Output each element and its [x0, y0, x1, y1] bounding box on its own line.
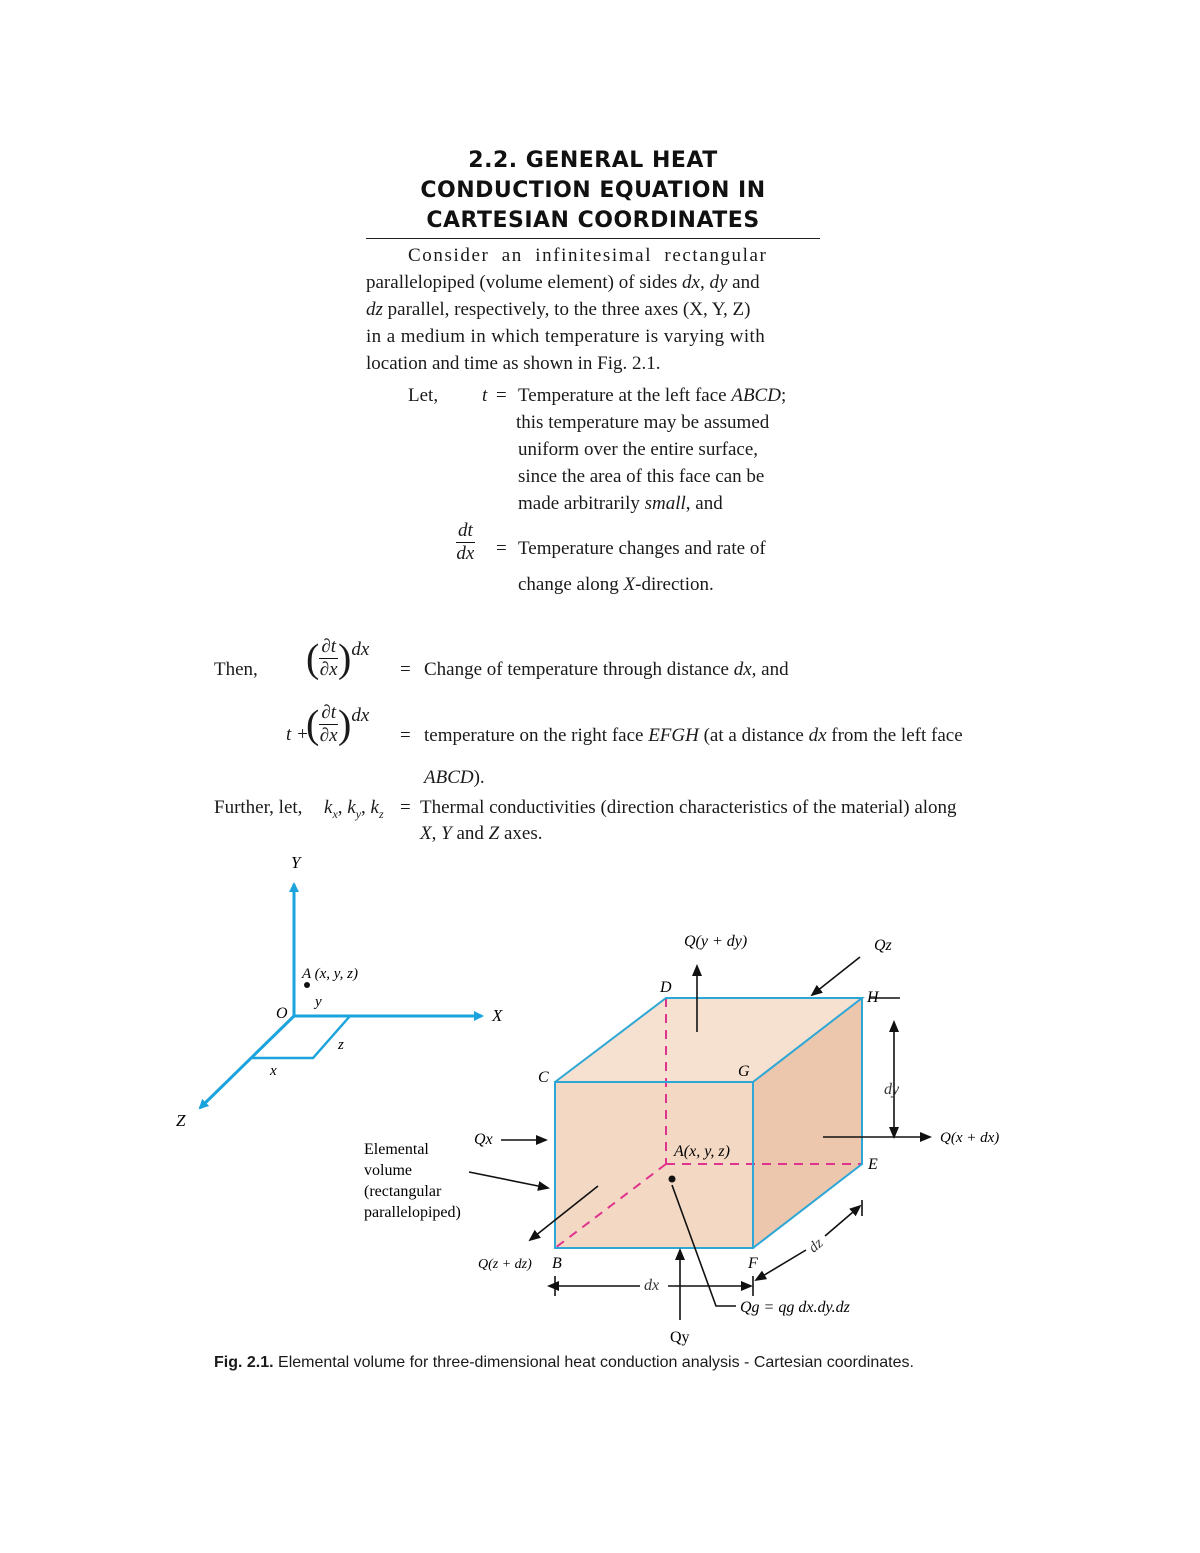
- t-definition-1: Temperature at the left face ABCD;: [518, 385, 787, 406]
- elemental-line-4: parallelopiped): [364, 1204, 461, 1221]
- elemental-line-1: Elemental: [364, 1141, 429, 1158]
- axis-y-label: Y: [291, 853, 301, 872]
- t-plus: t +: [286, 724, 309, 745]
- let-label: Let,: [408, 385, 439, 406]
- heading-line-1: 2.2. GENERAL HEAT: [468, 148, 718, 173]
- q-z-label: Qz: [874, 937, 892, 954]
- t-definition-5: made arbitrarily small, and: [518, 493, 723, 514]
- axis-z-label: Z: [176, 1111, 186, 1130]
- intro-line-5: location and time as shown in Fig. 2.1.: [366, 353, 661, 374]
- dtdx-fraction: $\frac{dt}{dx}$: [456, 520, 475, 564]
- heading-line-3: CARTESIAN COORDINATES: [426, 208, 760, 233]
- intro-line-3: dz parallel, respectively, to the three axes (X, Y, Z): [366, 299, 751, 320]
- center-point-marker: [669, 1176, 676, 1183]
- dtdx-definition-2: change along X-direction.: [518, 574, 714, 595]
- then-equals-1: =: [400, 659, 411, 680]
- q-x-label: Qx: [474, 1131, 493, 1148]
- q-g-label: Qg = qg dx.dy.dz: [740, 1299, 850, 1316]
- q-y-label: Qy: [670, 1329, 690, 1346]
- q-z-dz-label: Q(z + dz): [478, 1257, 532, 1272]
- let-equals: =: [496, 385, 507, 406]
- heading-line-2: CONDUCTION EQUATION IN: [420, 178, 766, 203]
- corner-c-label: C: [538, 1069, 549, 1086]
- axis-x-label: X: [492, 1006, 503, 1025]
- corner-d-label: D: [660, 979, 672, 996]
- arrow-elemental-volume: [469, 1172, 548, 1188]
- intro-line-2: parallelopiped (volume element) of sides dx, dy and: [366, 272, 760, 293]
- intro-line-4: in a medium in which temperature is varying with: [366, 326, 766, 347]
- corner-e-label: E: [868, 1156, 878, 1173]
- corner-b-label: B: [552, 1255, 562, 1272]
- z-axis: [200, 1016, 294, 1108]
- partial-term-1: ( $\frac{\partial t}{\partial x}$ )dx: [306, 635, 370, 681]
- point-a-marker: [304, 982, 310, 988]
- t-symbol: t: [482, 385, 488, 406]
- then-equals-2: =: [400, 725, 411, 746]
- further-equals: =: [400, 797, 411, 818]
- arrow-q-z: [812, 957, 860, 995]
- point-a-label: A (x, y, z): [302, 966, 358, 982]
- projection-lines: [252, 1016, 350, 1058]
- further-definition-1: Thermal conductivities (direction characteristics of the material) along: [420, 797, 957, 818]
- elemental-line-3: (rectangular: [364, 1183, 442, 1200]
- dy-label: dy: [884, 1081, 900, 1098]
- k-symbols: $k_x$, $k_y$, $k_z$: [324, 797, 384, 821]
- dim-dz-arrow-upper: [825, 1206, 860, 1236]
- figure-caption: Fig. 2.1. Elemental volume for three-dimensional heat conduction analysis - Cartesian coordinates.: [214, 1354, 914, 1371]
- further-label: Further, let,: [214, 797, 303, 818]
- dtdx-equals: =: [496, 538, 507, 559]
- intro-line-1: Consider an infinitesimal rectangular: [408, 245, 768, 266]
- elemental-line-2: volume: [364, 1162, 412, 1179]
- origin-label: O: [276, 1005, 288, 1022]
- dim-z-label: z: [338, 1037, 344, 1053]
- dtdx-definition-1: Temperature changes and rate of: [518, 538, 766, 559]
- t-definition-3: uniform over the entire surface,: [518, 439, 759, 460]
- dim-x-label: x: [270, 1063, 277, 1079]
- dz-label: dz: [805, 1235, 827, 1257]
- t-definition-4: since the area of this face can be: [518, 466, 765, 487]
- dim-dz-arrow-lower: [756, 1250, 806, 1280]
- center-point-label: A(x, y, z): [674, 1143, 730, 1160]
- dim-y-label: y: [315, 994, 322, 1010]
- corner-g-label: G: [738, 1063, 750, 1080]
- t-definition-2: this temperature may be assumed: [516, 412, 770, 433]
- further-definition-2: X, Y and Z axes.: [420, 823, 543, 844]
- coordinate-axes: [200, 884, 482, 1108]
- then-definition-2-cont: ABCD).: [424, 767, 485, 788]
- partial-term-2: ( $\frac{\partial t}{\partial x}$ )dx: [306, 701, 370, 747]
- then-label: Then,: [214, 659, 258, 680]
- q-y-dy-label: Q(y + dy): [684, 933, 748, 950]
- corner-f-label: F: [748, 1255, 758, 1272]
- q-x-dx-label: Q(x + dx): [940, 1130, 1000, 1146]
- cube: [555, 998, 862, 1248]
- corner-h-label: H: [867, 989, 879, 1006]
- dx-label: dx: [644, 1277, 660, 1294]
- then-definition-1: Change of temperature through distance dx, and: [424, 659, 789, 680]
- then-definition-2: temperature on the right face EFGH (at a distance dx from the left face: [424, 725, 963, 746]
